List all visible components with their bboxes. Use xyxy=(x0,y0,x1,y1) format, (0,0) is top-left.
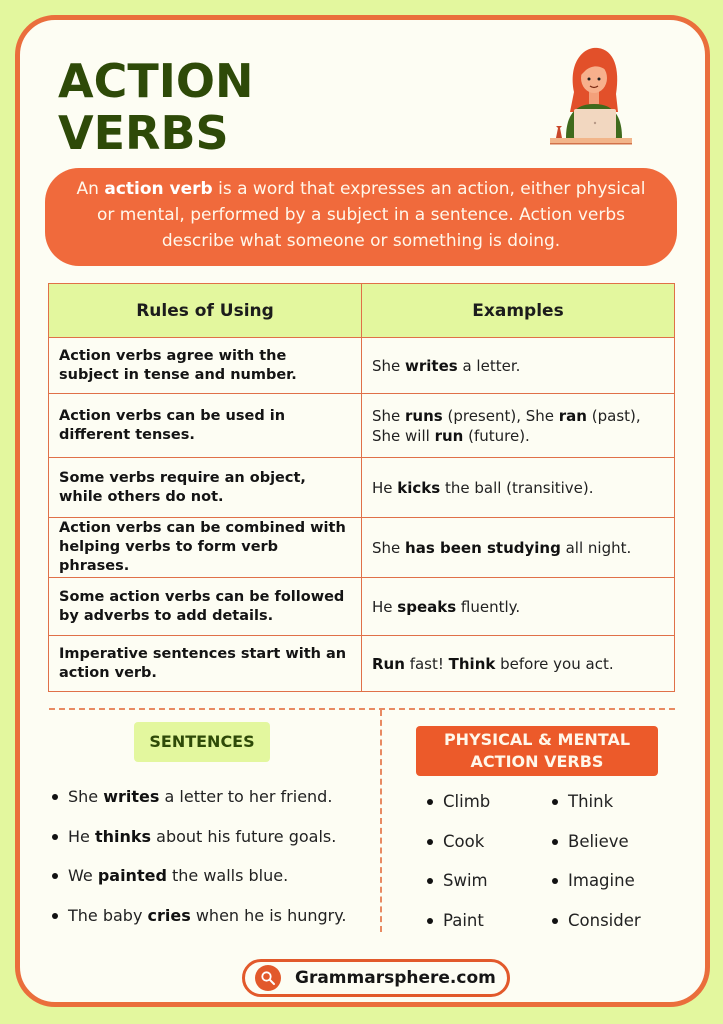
woman-at-laptop-illustration xyxy=(546,42,638,148)
rule-cell: Action verbs agree with the subject in tense and number. xyxy=(49,338,362,394)
example-cell: She has been studying all night. xyxy=(362,518,675,578)
rule-cell: Action verbs can be used in different tenses. xyxy=(49,394,362,458)
highlighted-verb: has been studying xyxy=(405,538,561,557)
verb-item: Think xyxy=(550,785,675,825)
rule-cell: Imperative sentences start with an action verb. xyxy=(49,636,362,692)
definition-banner: An action verb is a word that expresses an action, either physical or mental, performed by a subject in a sentence. Action verbs describe what someone or something is doing. xyxy=(45,168,677,266)
rule-cell: Action verbs can be combined with helping verbs to form verb phrases. xyxy=(49,518,362,578)
example-cell: She runs (present), She ran (past), She will run (future). xyxy=(362,394,675,458)
highlighted-verb: kicks xyxy=(397,478,441,497)
sentence-item: He thinks about his future goals. xyxy=(50,820,347,860)
table-row xyxy=(49,578,675,636)
highlighted-verb: writes xyxy=(405,356,458,375)
highlighted-verb: writes xyxy=(103,787,160,806)
table-row xyxy=(49,338,675,394)
header-examples: Examples xyxy=(362,284,675,338)
highlighted-verb: Think xyxy=(448,654,496,673)
page-title xyxy=(58,55,253,159)
verb-item: Swim xyxy=(425,864,550,904)
highlighted-verb: speaks xyxy=(397,597,457,616)
example-cell: She writes a letter. xyxy=(362,338,675,394)
search-icon xyxy=(255,965,281,991)
example-cell: He speaks fluently. xyxy=(362,578,675,636)
sentences-heading: SENTENCES xyxy=(134,722,270,762)
table-header-row xyxy=(49,284,675,338)
physical-verbs-list xyxy=(425,785,550,943)
highlighted-verb: thinks xyxy=(94,826,152,846)
table-row xyxy=(49,518,675,578)
sentence-item: She writes a letter to her friend. xyxy=(50,780,347,820)
verb-item: Climb xyxy=(425,785,550,825)
title-line-1: ACTION xyxy=(58,54,254,108)
verb-item: Believe xyxy=(550,825,675,865)
verbs-columns xyxy=(425,785,675,943)
website-url: Grammarsphere.com xyxy=(295,968,496,988)
example-cell: He kicks the ball (transitive). xyxy=(362,458,675,518)
website-link[interactable] xyxy=(242,959,510,997)
highlighted-verb: ran xyxy=(558,406,587,425)
table-row xyxy=(49,636,675,692)
highlighted-verb: run xyxy=(434,426,464,445)
horizontal-divider xyxy=(49,708,675,710)
mental-verbs-list xyxy=(550,785,675,943)
verb-item: Paint xyxy=(425,904,550,944)
verb-item: Consider xyxy=(550,904,675,944)
table-row xyxy=(49,458,675,518)
header-rules: Rules of Using xyxy=(49,284,362,338)
rules-table xyxy=(48,283,675,692)
rule-cell: Some action verbs can be followed by adverbs to add details. xyxy=(49,578,362,636)
highlighted-verb: cries xyxy=(147,905,191,925)
definition-term: action verb xyxy=(104,179,213,199)
title-line-2: VERBS xyxy=(58,106,229,160)
highlighted-verb: runs xyxy=(405,406,443,425)
verbs-heading: PHYSICAL & MENTAL ACTION VERBS xyxy=(416,726,658,776)
sentences-list xyxy=(50,780,347,938)
verb-item: Imagine xyxy=(550,864,675,904)
rule-cell: Some verbs require an object, while others do not. xyxy=(49,458,362,518)
table-row xyxy=(49,394,675,458)
sentence-item: The baby cries when he is hungry. xyxy=(50,899,347,939)
highlighted-verb: Run xyxy=(372,654,405,673)
example-cell: Run fast! Think before you act. xyxy=(362,636,675,692)
verb-item: Cook xyxy=(425,825,550,865)
highlighted-verb: painted xyxy=(97,866,167,885)
vertical-divider xyxy=(380,710,382,932)
sentence-item: We painted the walls blue. xyxy=(50,859,347,899)
